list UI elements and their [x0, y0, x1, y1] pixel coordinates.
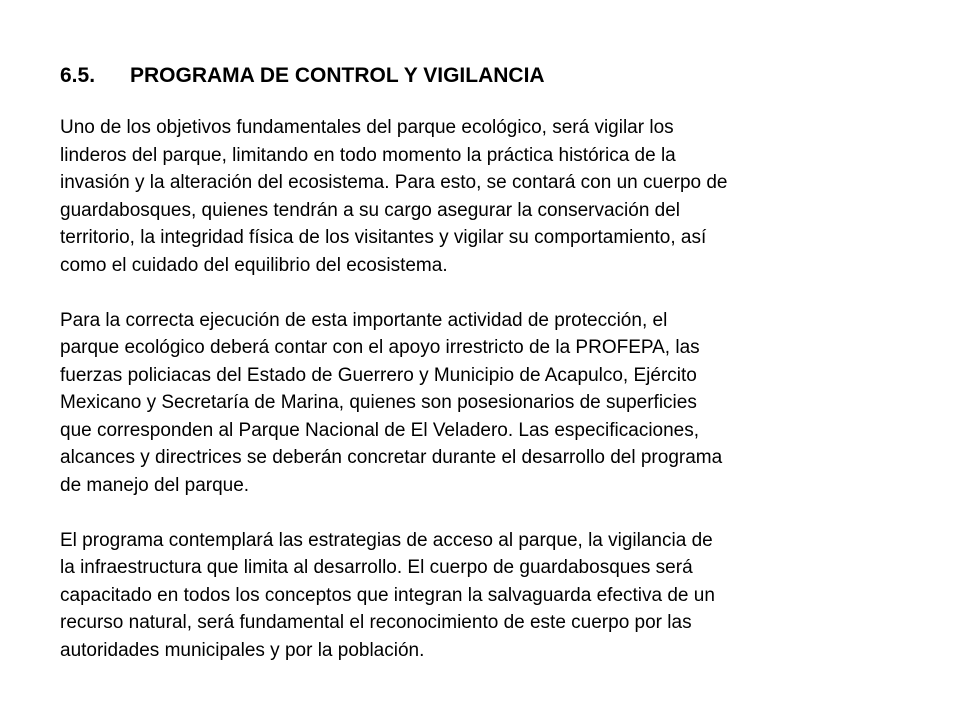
paragraph-3 [60, 527, 910, 665]
section-heading [60, 62, 910, 90]
paragraph-line: Para la correcta ejecución de esta importante actividad de protección, el [60, 309, 668, 331]
paragraph-line: guardabosques, quienes tendrán a su cargo asegurar la conservación del [60, 199, 681, 221]
paragraph-1 [60, 114, 910, 279]
paragraph-line: linderos del parque, limitando en todo momento la práctica histórica de la [60, 144, 676, 166]
paragraph-line: de manejo del parque. [60, 474, 250, 496]
paragraph-line: la infraestructura que limita al desarrollo. El cuerpo de guardabosques será [60, 557, 693, 578]
paragraph-line: El programa contemplará las estrategias de acceso al parque, la vigilancia de [60, 529, 713, 551]
paragraph-line: recurso natural, será fundamental el reconocimiento de este cuerpo por las [60, 612, 692, 633]
paragraph-line: Uno de los objetivos fundamentales del parque ecológico, será vigilar los [60, 117, 674, 138]
paragraph-line: alcances y directrices se deberán concretar durante el desarrollo del programa [60, 447, 723, 468]
section-title: PROGRAMA DE CONTROL Y VIGILANCIA [130, 64, 545, 87]
paragraph-2 [60, 307, 910, 500]
paragraph-line: que corresponden al Parque Nacional de El Veladero. Las especificaciones, [60, 419, 700, 441]
section-number: 6.5. [60, 64, 96, 87]
paragraph-line: territorio, la integridad física de los visitantes y vigilar su comportamiento, así [60, 227, 707, 248]
paragraph-line: fuerzas policiacas del Estado de Guerrero y Municipio de Acapulco, Ejército [60, 364, 697, 386]
paragraph-line: parque ecológico deberá contar con el apoyo irrestricto de la PROFEPA, las [60, 337, 700, 358]
paragraph-line: invasión y la alteración del ecosistema. Para esto, se contará con un cuerpo de [60, 172, 728, 193]
document-page [60, 62, 910, 664]
paragraph-line: Mexicano y Secretaría de Marina, quienes son posesionarios de superficies [60, 392, 697, 413]
paragraph-line: autoridades municipales y por la población. [60, 639, 425, 661]
paragraph-line: como el cuidado del equilibrio del ecosistema. [60, 254, 448, 276]
paragraph-line: capacitado en todos los conceptos que integran la salvaguarda efectiva de un [60, 584, 715, 606]
